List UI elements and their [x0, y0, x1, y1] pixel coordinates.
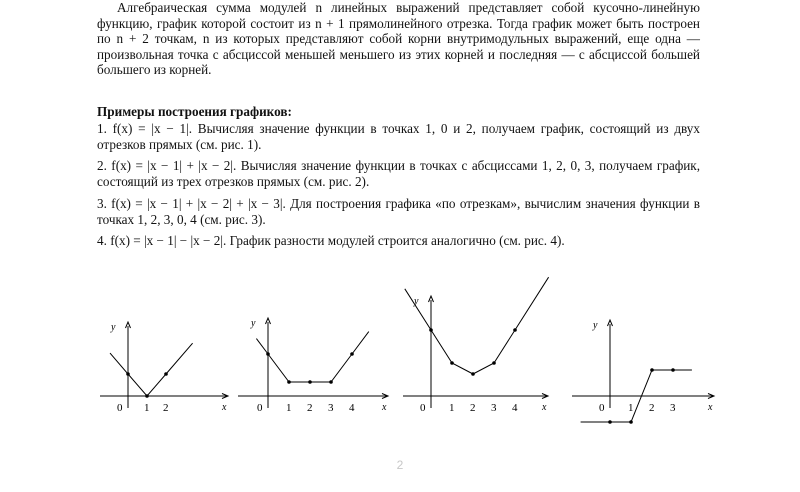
graph-2-tick-4: 4 — [349, 402, 355, 414]
graph-4-tick-0: 0 — [599, 402, 605, 414]
graph-4-tick-2: 2 — [649, 402, 655, 414]
graph-4-point-4 — [671, 368, 675, 372]
example-4: 4. f(x) = |x − 1| − |x − 2|. График разности модулей строится аналогично (см. рис. 4). — [97, 233, 565, 248]
graph-1-point-1 — [126, 372, 130, 376]
graph-2-x-label: x — [382, 402, 387, 413]
example-3: 3. f(x) = |x − 1| + |x − 2| + |x − 3|. Для построения графика «по отрезкам», вычислим значения функции в точках 1, 2, 3, 0, 4 (см. рис. 3). — [97, 196, 700, 227]
intro-text: Алгебраическая сумма модулей n линейных выражений представляет собой кусочно-линейную функцию, график которой состоит из n + 1 прямолинейного отрезка. Тогда график может быть построен по n + 2 точкам, n из которых представляют собой корни внутримодульных выражений, еще одна — произвольная точка с абсциссой меньшей меньшего из этих корней и последняя — с абсциссой большей большего из корней. — [97, 0, 700, 77]
graph-4-tick-3: 3 — [670, 402, 676, 414]
graph-1-tick-1: 1 — [144, 402, 150, 414]
graph-1-line — [110, 343, 193, 396]
graph-3-tick-1: 1 — [449, 402, 455, 414]
graph-1-tick-2: 2 — [163, 402, 169, 414]
example-1: 1. f(x) = |x − 1|. Вычисляя значение функции в точках 1, 0 и 2, получаем график, состоящий из двух отрезков прямых (см. рис. 1). — [97, 121, 700, 152]
graph-4-point-2 — [629, 420, 633, 424]
graph-3-tick-3: 3 — [491, 402, 497, 414]
graph-1-x-label: x — [222, 402, 227, 413]
graph-3-x-label: x — [542, 402, 547, 413]
graph-2-point-5 — [350, 352, 354, 356]
graph-2-tick-1: 1 — [286, 402, 292, 414]
graph-1-tick-0: 0 — [117, 402, 123, 414]
graph-3-point-2 — [450, 361, 454, 365]
graph-4-point-1 — [608, 420, 612, 424]
graph-2-point-4 — [329, 380, 333, 384]
graph-3-tick-4: 4 — [512, 402, 518, 414]
graph-3-point-4 — [492, 361, 496, 365]
page-number: 2 — [396, 458, 404, 472]
graph-3-point-1 — [429, 328, 433, 332]
examples-heading: Примеры построения графиков: — [97, 104, 292, 119]
graph-3-tick-0: 0 — [420, 402, 426, 414]
graph-3-y-label: y — [414, 296, 419, 307]
graph-1-y-label: y — [111, 322, 116, 333]
graph-2-tick-3: 3 — [328, 402, 334, 414]
example-2: 2. f(x) = |x − 1| + |x − 2|. Вычисляя значение функции в точках с абсциссами 1, 2, 0, 3, получаем график, состоящий из трех отрезков прямых (см. рис. 2). — [97, 158, 700, 189]
graph-3-tick-2: 2 — [470, 402, 476, 414]
graph-2-y-label: y — [251, 318, 256, 329]
graph-4-y-label: y — [593, 320, 598, 331]
graph-2-point-2 — [287, 380, 291, 384]
graph-2-point-1 — [266, 352, 270, 356]
graph-1-point-3 — [164, 372, 168, 376]
graph-3-line — [405, 277, 549, 374]
graph-2-tick-0: 0 — [257, 402, 263, 414]
graph-1-point-2 — [145, 394, 149, 398]
graph-4-tick-1: 1 — [628, 402, 634, 414]
graph-2-line — [256, 332, 368, 382]
graph-4-point-3 — [650, 368, 654, 372]
graph-2-point-3 — [308, 380, 312, 384]
graph-2-tick-2: 2 — [307, 402, 313, 414]
graph-3-point-5 — [513, 328, 517, 332]
graph-4-x-label: x — [708, 402, 713, 413]
graph-3-point-3 — [471, 372, 475, 376]
